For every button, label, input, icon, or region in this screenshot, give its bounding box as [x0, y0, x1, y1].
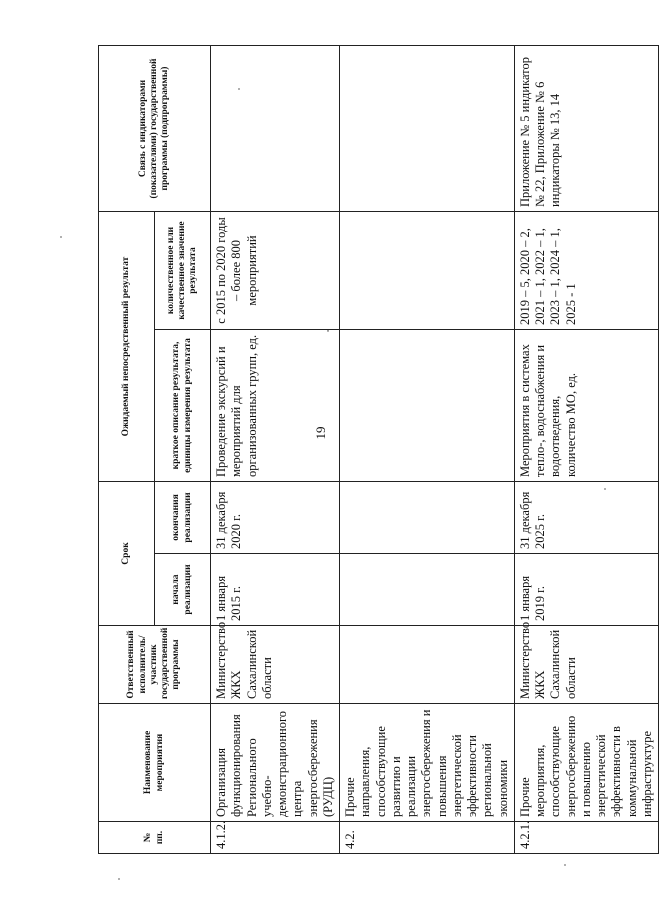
rotated-table-container: [98, 46, 654, 854]
row-link: [340, 46, 515, 212]
header-link: Связь с индикаторами (показателями) государственной программы (подпрограммы): [99, 46, 211, 212]
row-start: 1 января 2015 г.: [211, 554, 340, 626]
header-term: Срок: [99, 482, 155, 626]
measures-table: [98, 45, 659, 854]
row-responsible: [340, 626, 515, 704]
header-term-start: начала реализации: [155, 554, 211, 626]
row-desc: [340, 330, 515, 482]
row-end: [340, 482, 515, 554]
row-link: Приложение № 5 индикатор № 22, Приложение № 6 индикаторы № 13, 14: [514, 46, 658, 212]
row-responsible: Министерство ЖКХ Сахалинской области: [514, 626, 658, 704]
table-row: [340, 46, 515, 854]
row-num: 4.2.: [340, 822, 515, 854]
header-result-desc: краткое описание результата, единицы измерения результата: [155, 330, 211, 482]
page-number: 19: [313, 426, 328, 440]
header-responsible: Ответственный исполнитель/участник государственной программы: [99, 626, 211, 704]
row-num: 4.1.2.: [211, 822, 340, 854]
header-num: № пп.: [99, 822, 211, 854]
row-num: 4.2.1.: [514, 822, 658, 854]
row-desc: Проведение экскурсий и мероприятий для организованных групп, ед.: [211, 330, 340, 482]
row-start: [340, 554, 515, 626]
scan-speck: [564, 864, 566, 866]
scan-speck: [118, 878, 120, 880]
row-end: 31 декабря 2025 г.: [514, 482, 658, 554]
header-term-end: окончания реализации: [155, 482, 211, 554]
header-result: Ожидаемый непосредственный результат: [99, 212, 155, 482]
table-row: [514, 46, 658, 854]
row-desc: Мероприятия в системах тепло-, водоснабжения и водоотведения, количество МО, ед.: [514, 330, 658, 482]
row-link: [211, 46, 340, 212]
header-name: Наименование мероприятия: [99, 704, 211, 822]
scan-speck: [60, 236, 62, 238]
row-name: Организация функционирования Регионального учебно-демонстрационного центра энергосбережения (РУДЦ): [211, 704, 340, 822]
row-value: 2019 – 5, 2020 – 2, 2021 – 1, 2022 – 1, 2023 – 1, 2024 – 1, 2025 - 1: [514, 212, 658, 330]
row-value: [340, 212, 515, 330]
table-row: [211, 46, 340, 854]
row-start: 1 января 2019 г.: [514, 554, 658, 626]
row-name: Прочие направления, способствующие развитию и реализации энергосбережения и повышения энергетической эффективности региональной экономики: [340, 704, 515, 822]
row-value: с 2015 по 2020 годы – более 800 мероприятий: [211, 212, 340, 330]
row-responsible: Министерство ЖКХ Сахалинской области: [211, 626, 340, 704]
row-end: 31 декабря 2020 г.: [211, 482, 340, 554]
header-result-value: количественное или качественное значение результата: [155, 212, 211, 330]
row-name: Прочие мероприятия, способствующие энергосбережению и повышению энергетической эффективности в коммунальной инфраструктуре: [514, 704, 658, 822]
